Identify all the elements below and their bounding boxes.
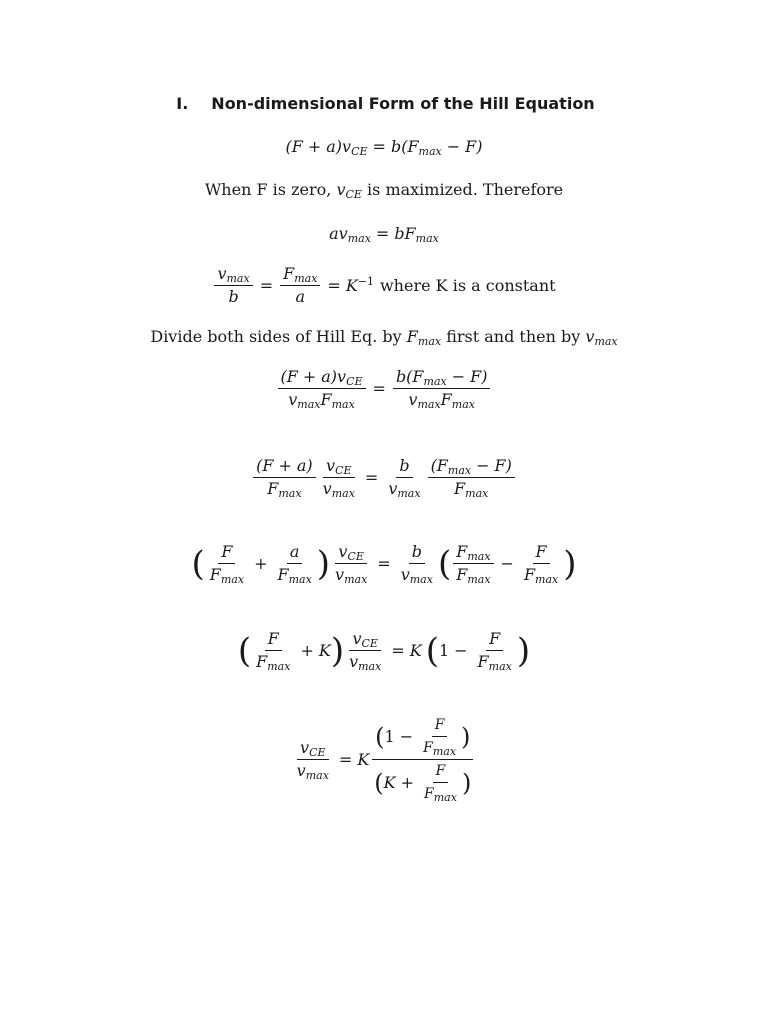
text-divide-both-sides: Divide both sides of Hill Eq. by $F_{max}$ first and then by $v_{max}$ — [150, 327, 618, 348]
text-divide-part1: Divide both sides of Hill Eq. by — [150, 327, 402, 346]
equation-separated: $\frac{(F + a)}{F_{max}}$ $\frac{v_{CE}}{v_{max}}$ = $\frac{b}{v_{max}}$ $\frac{(F_{max} - F)}{F_{max}}$ — [0, 456, 768, 498]
text-where-k: where K is a constant — [379, 276, 556, 295]
equation-k-definition: $\frac{v_{max}}{b}$ = $\frac{F_{max}}{a}$ = $K^{-1}$ where K is a constant — [0, 264, 768, 306]
hill-equation: $(F + a)v_{CE} = b(F_{max} - F)$ — [285, 137, 483, 158]
text-when-f-zero-part2: is maximized. Therefore — [367, 180, 564, 199]
equation-final: $\frac{v_{CE}}{v_{max}}$ = K ( 1 − $\frac{F}{F_{max}}$ ) ( K + $\frac{F}{F_{max}}$ ) — [0, 716, 768, 803]
section-heading — [0, 94, 768, 113]
equation-avmax-bfmax: $av_{max} = bF_{max}$ — [329, 224, 439, 245]
text-when-f-zero: When F is zero, $v_{CE}$ is maximized. Therefore — [204, 180, 564, 201]
text-divide-part2: first and then by — [446, 327, 581, 346]
equation-divided: $\frac{(F + a)v_{CE}}{v_{max}F_{max}}$ = $\frac{b(F_{max} - F)}{v_{max}F_{max}}$ — [0, 367, 768, 409]
section-title: Non-dimensional Form of the Hill Equation — [211, 94, 595, 113]
text-when-f-zero-part1: When F is zero, — [204, 180, 332, 199]
section-number: I. — [176, 94, 189, 113]
equation-expanded: ( $\frac{F}{F_{max}}$ + $\frac{a}{F_{max}}$ ) $\frac{v_{CE}}{v_{max}}$ = $\frac{b}{v_{max}}$ ( $\frac{F_{max}}{F_{max}}$ − $\frac{F}{F_{max}}$ ) — [191, 542, 577, 586]
equation-with-k: ( $\frac{F}{F_{max}}$ + K ) $\frac{v_{CE}}{v_{max}}$ = K ( 1 − $\frac{F}{F_{max}}$ ) — [237, 629, 531, 673]
